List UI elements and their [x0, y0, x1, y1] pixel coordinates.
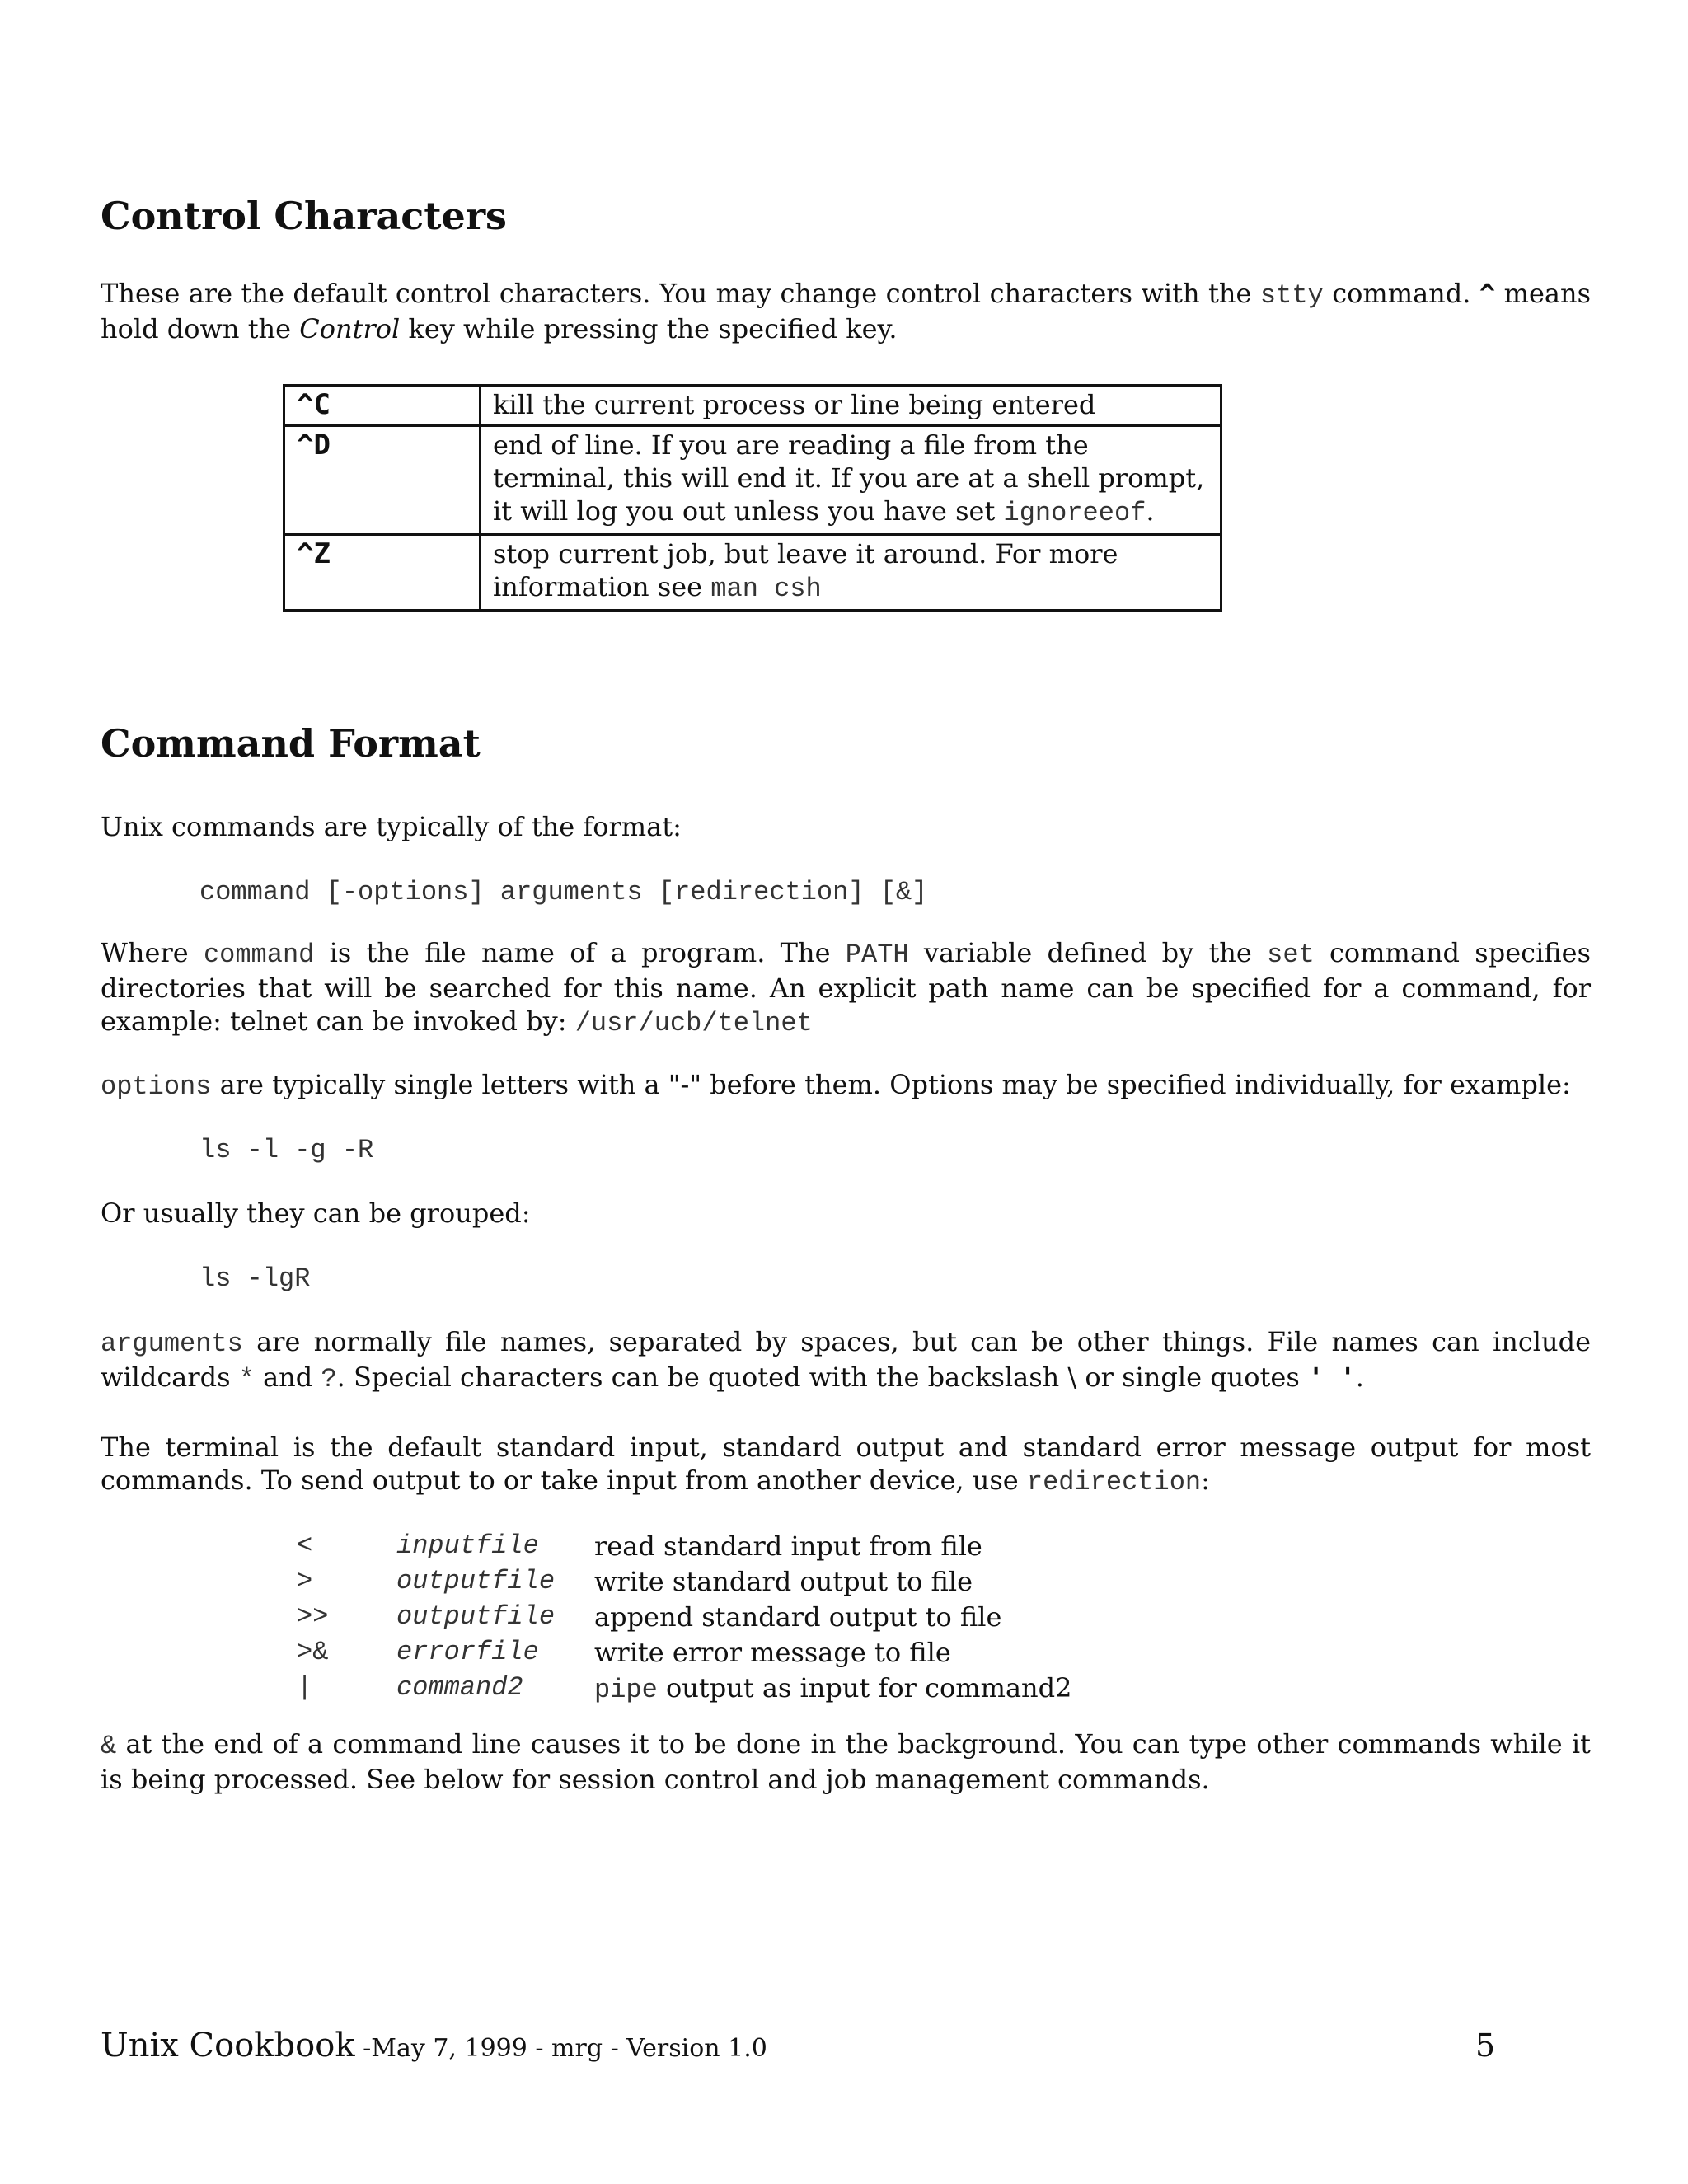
table-row: | command2 pipe output as input for command2	[297, 1672, 1072, 1705]
example-individual-options: ls -l -g -R	[199, 1135, 374, 1165]
page-footer	[101, 2027, 767, 2067]
table-row: >& errorfile write error message to file	[297, 1637, 951, 1668]
redirection-paragraph: The terminal is the default standard input, standard output and standard error message output for most commands. To send output to or take input from another device, use redirection:	[101, 1432, 1591, 1497]
code-ignoreeof: ignoreeof	[1003, 498, 1146, 528]
command-syntax: command [-options] arguments [redirection] [&]	[199, 877, 928, 907]
arguments-paragraph: arguments are normally file names, separated by spaces, but can be other things. File names can include wildcards * and ?. Special characters can be quoted with the backslash \ or single quotes ' '.	[101, 1326, 1591, 1394]
control-intro-paragraph: These are the default control characters. You may change control characters with the stty command. ^ means hold down the Control key while pressing the specified key.	[101, 278, 1592, 344]
heading-command-format: Command Format	[101, 721, 481, 766]
control-characters-table	[283, 384, 1222, 612]
code-pipe: pipe	[594, 1675, 658, 1705]
footer-meta: -May 7, 1999 - mrg - Version 1.0	[354, 2034, 767, 2063]
example-grouped-options: ls -lgR	[199, 1263, 311, 1294]
page-number: 5	[1475, 2027, 1496, 2064]
control-key: ^Z	[284, 535, 481, 611]
code-man-csh: man csh	[710, 574, 822, 604]
options-paragraph: options are typically single letters with a "-" before them. Options may be specified individually, for example:	[101, 1069, 1571, 1102]
heading-control-characters: Control Characters	[101, 194, 507, 238]
format-intro-paragraph: Unix commands are typically of the format:	[101, 811, 682, 842]
table-row: >> outputfile append standard output to file	[297, 1601, 1002, 1633]
control-description: kill the current process or line being entered	[481, 386, 1221, 426]
caret-symbol: ^	[1479, 278, 1496, 309]
control-key: ^C	[284, 386, 481, 426]
table-row: > outputfile write standard output to file	[297, 1566, 973, 1597]
control-key-name: Control	[299, 313, 401, 344]
redirection-table	[297, 1530, 1071, 1707]
table-row: < inputfile read standard input from file	[297, 1530, 982, 1562]
background-paragraph: & at the end of a command line causes it to be done in the background. You can type other commands while it is being processed. See below for session control and job management commands.	[101, 1728, 1591, 1795]
control-description: stop current job, but leave it around. For more information see man csh	[481, 535, 1221, 611]
command-paragraph: Where command is the file name of a program. The PATH variable defined by the set command specifies directories that will be searched for this name. An explicit path name can be specified for a command, for example: telnet can be invoked by: /usr/ucb/telnet	[101, 937, 1592, 1038]
code-stty: stty	[1259, 280, 1324, 311]
control-key: ^D	[284, 426, 481, 535]
table-row	[284, 386, 1221, 426]
table-row	[284, 535, 1221, 611]
grouped-paragraph: Or usually they can be grouped:	[101, 1197, 531, 1229]
table-row	[284, 426, 1221, 535]
control-description: end of line. If you are reading a file from the terminal, this will end it. If you are at a shell prompt, it will log you out unless you have set ignoreeof.	[481, 426, 1221, 535]
footer-title: Unix Cookbook	[101, 2027, 355, 2064]
